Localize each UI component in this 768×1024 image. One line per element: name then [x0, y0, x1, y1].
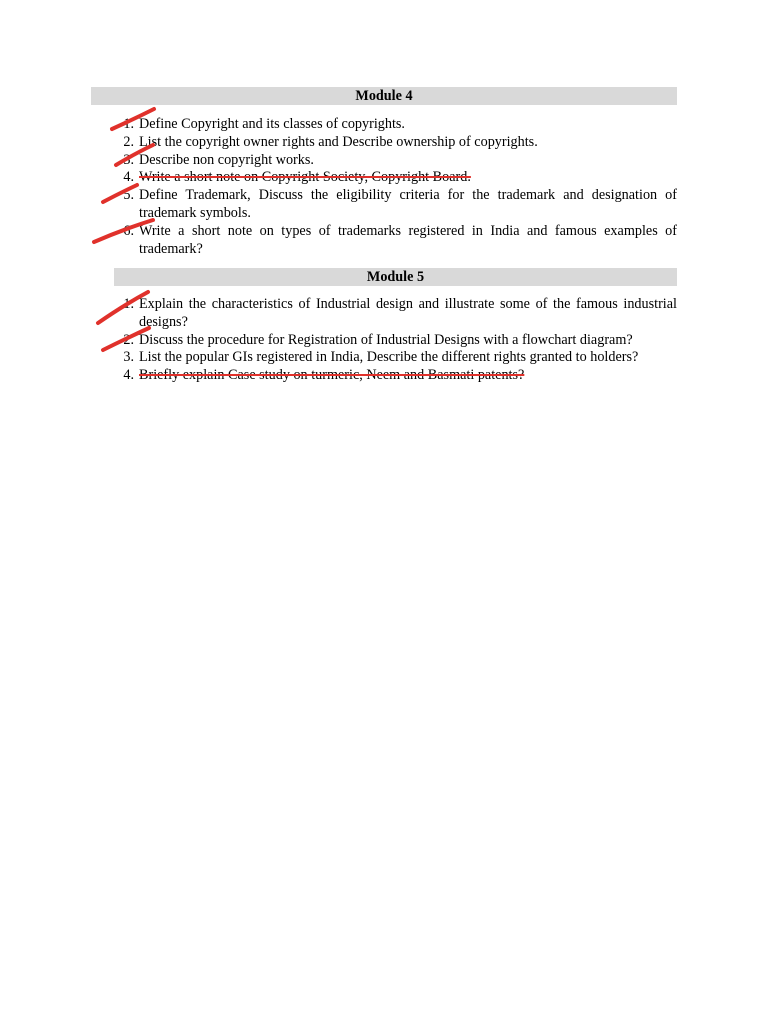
question-text: Explain the characteristics of Industrial design and illustrate some of the famous industrial designs? [139, 296, 677, 330]
question-text: List the popular GIs registered in India, Describe the different rights granted to holders? [139, 349, 639, 366]
list-item [114, 187, 677, 223]
list-item [114, 332, 677, 350]
module-4-section [91, 87, 677, 258]
question-number: 4. [123, 169, 134, 186]
question-text: Write a short note on types of trademarks registered in India and famous examples of trademark? [139, 222, 677, 257]
question-text: Describe non copyright works. [139, 151, 314, 168]
question-number: 1. [123, 116, 134, 132]
question-number: 1. [123, 296, 134, 312]
question-number: 5. [123, 187, 134, 204]
question-text-struck: Write a short note on Copyright Society, Copyright Board. [139, 169, 471, 186]
list-item [114, 116, 677, 134]
question-text: List the copyright owner rights and Describe ownership of copyrights. [139, 133, 538, 150]
module-5-question-list [114, 296, 677, 385]
module-4-title: Module 4 [91, 87, 677, 105]
list-item [114, 223, 677, 259]
question-text: Define Trademark, Discuss the eligibility criteria for the trademark and designation of trademark symbols. [139, 187, 677, 221]
question-text: Discuss the procedure for Registration of Industrial Designs with a flowchart diagram? [139, 331, 633, 348]
question-number: 2. [123, 331, 134, 348]
question-number: 6. [123, 222, 134, 239]
list-item [114, 152, 677, 170]
list-item [114, 349, 677, 367]
module-5-title: Module 5 [114, 268, 677, 286]
question-number: 3. [123, 151, 134, 168]
list-item [114, 169, 677, 187]
question-number: 2. [123, 133, 134, 150]
list-item [114, 367, 677, 385]
module-4-question-list [114, 116, 677, 258]
question-number: 3. [123, 349, 134, 366]
question-number: 4. [123, 367, 134, 384]
module-5-section [114, 268, 677, 385]
question-text: Define Copyright and its classes of copyrights. [139, 116, 405, 132]
list-item [114, 134, 677, 152]
question-text-struck: Briefly explain Case study on turmeric, Neem and Basmati patents? [139, 367, 525, 384]
list-item [114, 296, 677, 332]
